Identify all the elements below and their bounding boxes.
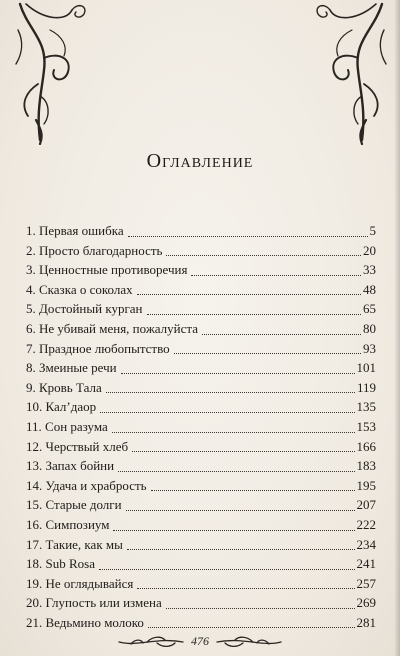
toc-entry — [26, 476, 376, 496]
toc-leader-dots — [137, 588, 354, 589]
toc-entry-page: 93 — [363, 340, 376, 356]
toc-entry — [26, 535, 376, 555]
toc-entry — [26, 554, 376, 574]
toc-entry — [26, 319, 376, 339]
toc-leader-dots — [106, 392, 355, 393]
toc-entry-page: 135 — [356, 399, 376, 415]
toc-entry-title: 13. Запах бойни — [26, 458, 115, 474]
toc-entry-title: 1. Первая ошибка — [26, 223, 124, 238]
toc-entry — [26, 574, 376, 594]
toc-entry — [26, 339, 376, 359]
toc-entry-page: 166 — [356, 438, 376, 454]
toc-leader-dots — [99, 569, 355, 570]
toc-entry — [26, 437, 376, 457]
toc-entry-title: 17. Такие, как мы — [26, 536, 123, 552]
toc-entry-title: 16. Симпозиум — [26, 516, 110, 532]
toc-entry-page: 48 — [363, 281, 376, 297]
toc-entry-title: 4. Сказка о соколах — [26, 281, 133, 297]
toc-entry — [26, 417, 376, 437]
toc-entry-title: 18. Sub Rosa — [26, 556, 95, 572]
toc-entry — [26, 456, 376, 476]
toc-entry-title: 14. Удача и храбрость — [26, 477, 147, 493]
toc-leader-dots — [112, 432, 355, 433]
toc-leader-dots — [118, 471, 354, 472]
toc-leader-dots — [166, 608, 355, 609]
toc-entry-page: 257 — [356, 575, 376, 591]
toc-leader-dots — [202, 334, 361, 335]
toc-entry-title: 10. Кал’даор — [26, 399, 97, 415]
toc-entry-page: 119 — [356, 379, 376, 395]
toc-leader-dots — [147, 314, 361, 315]
flourish-left-icon — [117, 635, 185, 649]
toc-entry-title: 15. Старые долги — [26, 497, 122, 513]
toc-leader-dots — [126, 510, 355, 511]
toc-entry-page: 5 — [369, 223, 376, 238]
toc-leader-dots — [121, 373, 355, 374]
toc-entry — [26, 241, 376, 261]
toc-entry-page: 80 — [363, 320, 376, 336]
toc-entry-title: 12. Черствый хлеб — [26, 438, 129, 454]
toc-leader-dots — [191, 275, 361, 276]
corner-ornament-right-icon — [308, 0, 388, 145]
toc-leader-dots — [151, 490, 355, 491]
page-edge-shadow — [394, 0, 400, 656]
toc-entry-page: 20 — [363, 242, 376, 258]
toc-entry — [26, 378, 376, 398]
toc-entry-title: 11. Сон разума — [26, 418, 108, 434]
toc-entry-page: 281 — [356, 614, 376, 630]
toc-leader-dots — [166, 255, 361, 256]
toc-entry-title: 21. Ведьмино молоко — [26, 614, 144, 630]
toc-entry — [26, 495, 376, 515]
toc-entry-title: 8. Змеиные речи — [26, 360, 117, 376]
toc-entry-title: 2. Просто благодарность — [26, 242, 163, 258]
toc-entry-page: 65 — [363, 301, 376, 317]
toc-entry-page: 234 — [356, 536, 376, 552]
corner-ornament-left-icon — [14, 0, 94, 145]
toc-entry-page: 183 — [356, 458, 376, 474]
toc-entry-page: 269 — [356, 595, 376, 611]
toc-entry — [26, 280, 376, 300]
page-footer — [0, 634, 400, 649]
page-number: 476 — [191, 634, 209, 648]
toc-entry — [26, 593, 376, 613]
toc-entry — [26, 299, 376, 319]
toc-entry — [26, 613, 376, 633]
toc-entry — [26, 397, 376, 417]
toc-leader-dots — [127, 549, 355, 550]
toc-entry-title: 6. Не убивай меня, пожалуйста — [26, 320, 199, 336]
toc-leader-dots — [113, 530, 354, 531]
page-title: Оглавление — [146, 150, 254, 172]
toc-entry — [26, 358, 376, 378]
toc-entry-page: 195 — [356, 477, 376, 493]
toc-entry-title: 20. Глупость или измена — [26, 595, 162, 611]
toc-entry-title: 19. Не оглядывайся — [26, 575, 134, 591]
toc-entry-title: 9. Кровь Тала — [26, 379, 102, 395]
toc-entry-page: 33 — [363, 262, 376, 278]
toc-leader-dots — [174, 353, 361, 354]
toc-entry — [26, 515, 376, 535]
toc-entry — [26, 221, 376, 241]
toc-entry-title: 3. Ценностные противоречия — [26, 262, 188, 278]
toc-leader-dots — [128, 236, 368, 237]
toc-leader-dots — [137, 294, 361, 295]
toc-entry-page: 153 — [356, 418, 376, 434]
toc-entry-page: 241 — [356, 556, 376, 572]
toc-entry-title: 7. Праздное любопытство — [26, 340, 170, 356]
flourish-right-icon — [215, 635, 283, 649]
toc-entry-page: 101 — [356, 360, 376, 376]
toc-entry-title: 5. Достойный курган — [26, 301, 143, 317]
toc-entry-page: 207 — [356, 497, 376, 513]
toc-entry — [26, 260, 376, 280]
toc-leader-dots — [148, 627, 355, 628]
table-of-contents — [26, 221, 376, 632]
toc-leader-dots — [100, 412, 354, 413]
toc-entry-page: 222 — [356, 516, 376, 532]
toc-leader-dots — [132, 451, 354, 452]
